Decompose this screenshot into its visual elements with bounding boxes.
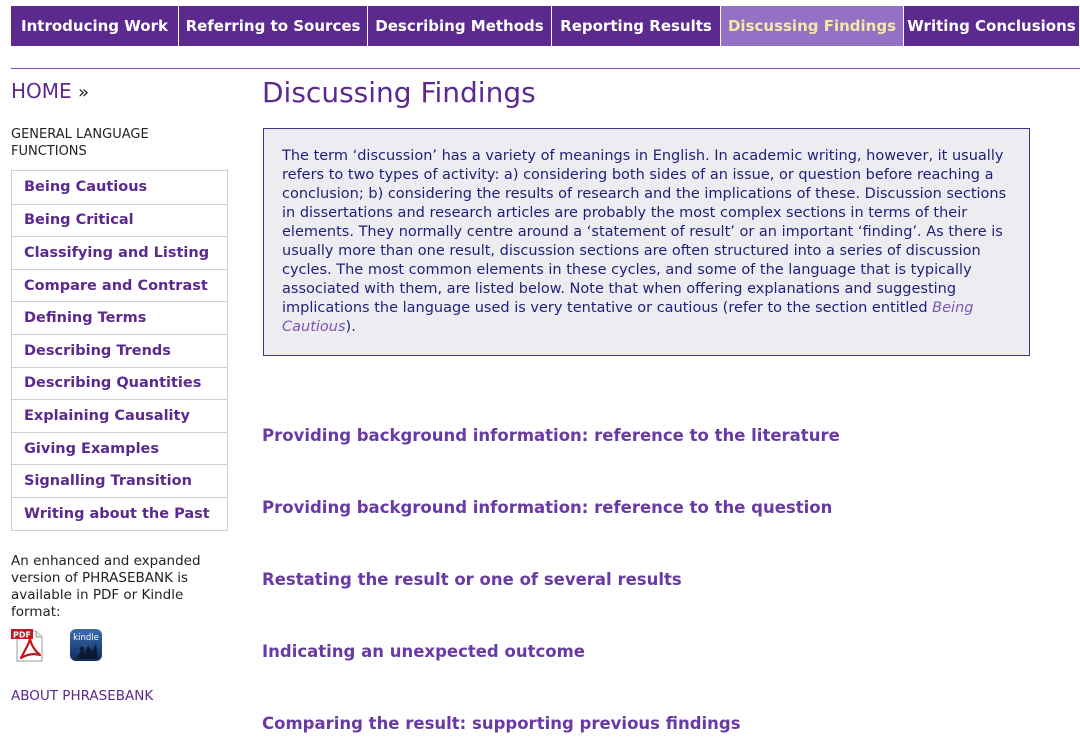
sidebar-menu — [11, 170, 228, 531]
section-link-background-question[interactable]: Providing background information: reference to the question — [262, 498, 833, 517]
sidebar-item-writing-about-the-past[interactable]: Writing about the Past — [12, 497, 227, 530]
sidebar-item-classifying-and-listing[interactable]: Classifying and Listing — [12, 236, 227, 269]
section-link-restating-result[interactable]: Restating the result or one of several results — [262, 570, 682, 589]
intro-text: The term ‘discussion’ has a variety of meanings in English. In academic writing, however, it usually refers to two types of activity: a) considering both sides of an issue, or question before reaching a conclusion; b) considering the results of research and the implications of these. Discussion sections in dissertations and research articles are probably the most complex sections in terms of their elements. They normally centre around a ‘statement of result’ or an important ‘finding’. As there is usually more than one result, discussion sections are often structured into a series of discussion cycles. The most common elements in these cycles, and some of the language that is typically associated with them, are listed below. Note that when offering explanations and suggesting implications the language used is very tentative or cautious (refer to the section entitled — [282, 148, 1007, 316]
page-title: Discussing Findings — [262, 76, 536, 109]
home-breadcrumb — [11, 79, 89, 103]
sidebar-item-being-cautious[interactable]: Being Cautious — [24, 179, 148, 196]
kindle-icon[interactable] — [70, 629, 102, 661]
nav-divider — [11, 68, 1080, 69]
tab-discussing-findings[interactable]: Discussing Findings — [721, 6, 904, 46]
section-link-background-literature[interactable]: Providing background information: reference to the literature — [262, 426, 840, 445]
about-phrasebank-link[interactable]: ABOUT PHRASEBANK — [11, 688, 154, 704]
promo-text: An enhanced and expanded version of PHRASEBANK is available in PDF or Kindle format: — [11, 553, 201, 620]
intro-box — [263, 128, 1030, 356]
section-link-unexpected-outcome[interactable]: Indicating an unexpected outcome — [262, 642, 585, 661]
sidebar-section-heading: GENERAL LANGUAGE FUNCTIONS — [11, 127, 149, 159]
sidebar-item-being-critical[interactable]: Being Critical — [12, 204, 227, 237]
pdf-icon[interactable] — [11, 628, 47, 662]
breadcrumb-separator: » — [78, 82, 90, 103]
kindle-icon-label: kindle — [73, 633, 99, 643]
tab-reporting-results[interactable]: Reporting Results — [552, 6, 721, 46]
sidebar-item-describing-trends[interactable]: Describing Trends — [12, 334, 227, 367]
sidebar-item-signalling-transition[interactable]: Signalling Transition — [12, 464, 227, 497]
section-link-supporting-previous-findings[interactable]: Comparing the result: supporting previous findings — [262, 714, 741, 733]
sidebar-item-describing-quantities[interactable]: Describing Quantities — [12, 367, 227, 400]
sidebar-item-defining-terms[interactable]: Defining Terms — [12, 301, 227, 334]
tab-describing-methods[interactable]: Describing Methods — [368, 6, 552, 46]
intro-tail: ). — [345, 319, 356, 335]
sidebar-item-giving-examples[interactable]: Giving Examples — [12, 432, 227, 465]
tab-writing-conclusions[interactable]: Writing Conclusions — [904, 6, 1080, 46]
tab-introducing-work[interactable]: Introducing Work — [11, 6, 179, 46]
sidebar-item-explaining-causality[interactable]: Explaining Causality — [12, 399, 227, 432]
home-link[interactable]: HOME — [11, 79, 72, 103]
pdf-icon-label: PDF — [13, 630, 31, 640]
sidebar-item-compare-and-contrast[interactable]: Compare and Contrast — [12, 269, 227, 302]
being-cautious-link[interactable]: Being Cautious — [282, 300, 974, 335]
tab-referring-to-sources[interactable]: Referring to Sources — [179, 6, 368, 46]
top-navigation — [11, 6, 1080, 46]
